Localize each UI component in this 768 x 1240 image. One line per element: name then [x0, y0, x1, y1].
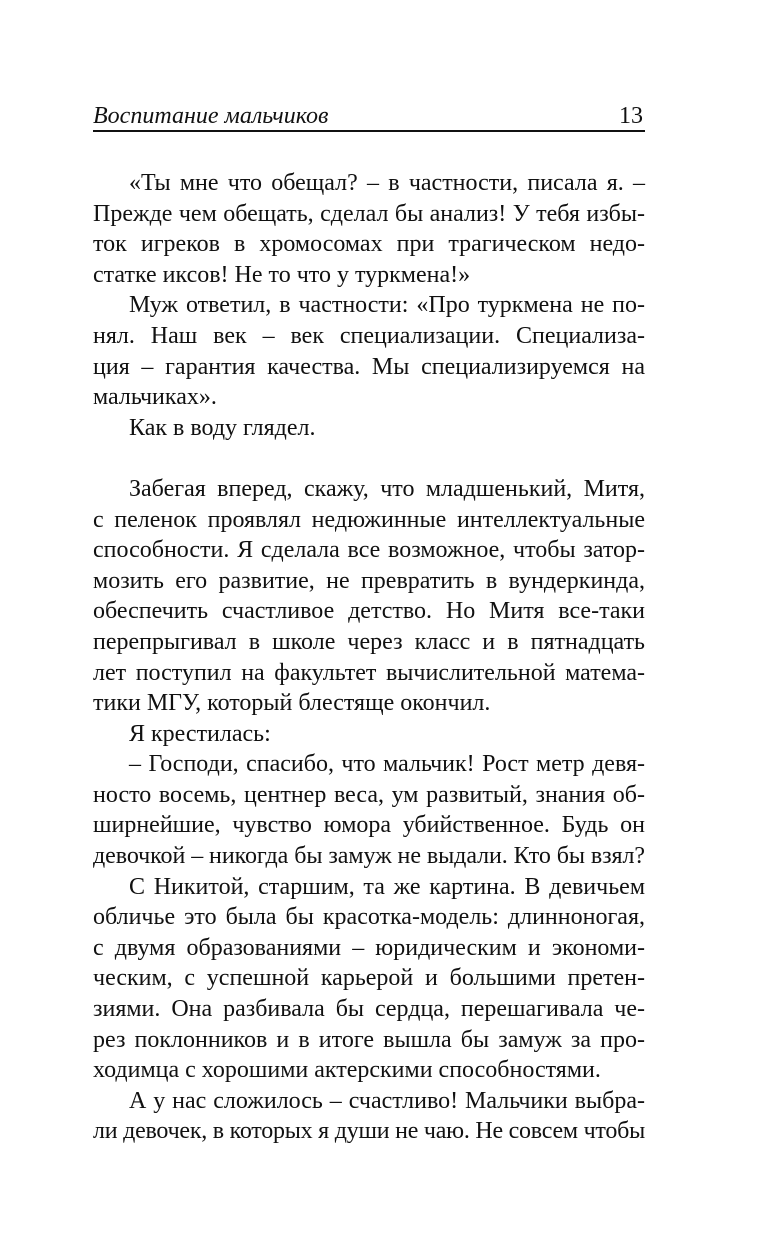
text-line: мальчиках».	[93, 384, 217, 411]
text-line: мозить его развитие, не превратить в вундеркинда,	[93, 567, 645, 594]
text-line: ширнейшие, чувство юмора убийственное. Будь он	[93, 812, 645, 839]
text-line: ходимца с хорошими актерскими способностями.	[93, 1057, 601, 1084]
body-text	[93, 168, 645, 1147]
text-line: носто восемь, центнер веса, ум развитый, знания об-	[93, 781, 645, 808]
text-line: лет поступил на факультет вычислительной матема-	[93, 659, 645, 686]
text-line: Я крестилась:	[129, 720, 271, 747]
text-line: ток игреков в хромосомах при трагическом недо-	[93, 231, 645, 258]
text-line: Как в воду глядел.	[129, 414, 316, 441]
text-line: «Ты мне что обещал? – в частности, писала я. –	[129, 170, 645, 196]
text-line: ли девочек, в которых я души не чаю. Не совсем чтобы	[93, 1118, 646, 1145]
text-line: – Господи, спасибо, что мальчик! Рост метр девя-	[129, 751, 645, 778]
text-line: с двумя образованиями – юридическим и экономи-	[93, 934, 645, 961]
text-line: нял. Наш век – век специализации. Специализа-	[93, 322, 645, 349]
text-line: ческим, с успешной карьерой и большими претен-	[93, 965, 645, 992]
text-line: Муж ответил, в частности: «Про туркмена не по-	[129, 292, 645, 319]
section-break	[93, 443, 645, 474]
text-line: рез поклонников и в итоге вышла бы замуж за про-	[93, 1026, 645, 1053]
text-line: С Никитой, старшим, та же картина. В девичьем	[129, 873, 645, 900]
running-title: Воспитание мальчиков	[93, 103, 329, 129]
text-line: зиями. Она разбивала бы сердца, перешагивала че-	[93, 996, 645, 1023]
running-header	[93, 102, 645, 132]
text-line: обеспечить счастливое детство. Но Митя все-таки	[93, 598, 645, 625]
page-number: 13	[619, 103, 643, 129]
text-line: тики МГУ, который блестяще окончил.	[93, 690, 491, 717]
text-line: способности. Я сделала все возможное, чтобы затор-	[93, 537, 645, 564]
text-line: девочкой – никогда бы замуж не выдали. Кто бы взял?	[93, 843, 645, 870]
text-line: А у нас сложилось – счастливо! Мальчики выбра-	[129, 1087, 645, 1114]
text-line: обличье это была бы красотка-модель: длинноногая,	[93, 904, 645, 931]
text-line: ция – гарантия качества. Мы специализируемся на	[93, 353, 645, 380]
text-line: статке иксов! Не то что у туркмена!»	[93, 261, 471, 288]
text-line: перепрыгивал в школе через класс и в пятнадцать	[93, 628, 645, 655]
text-line: с пеленок проявлял недюжинные интеллектуальные	[93, 506, 645, 533]
text-line: Прежде чем обещать, сделал бы анализ! У тебя избы-	[93, 200, 645, 227]
text-line: Забегая вперед, скажу, что младшенький, Митя,	[129, 475, 645, 502]
